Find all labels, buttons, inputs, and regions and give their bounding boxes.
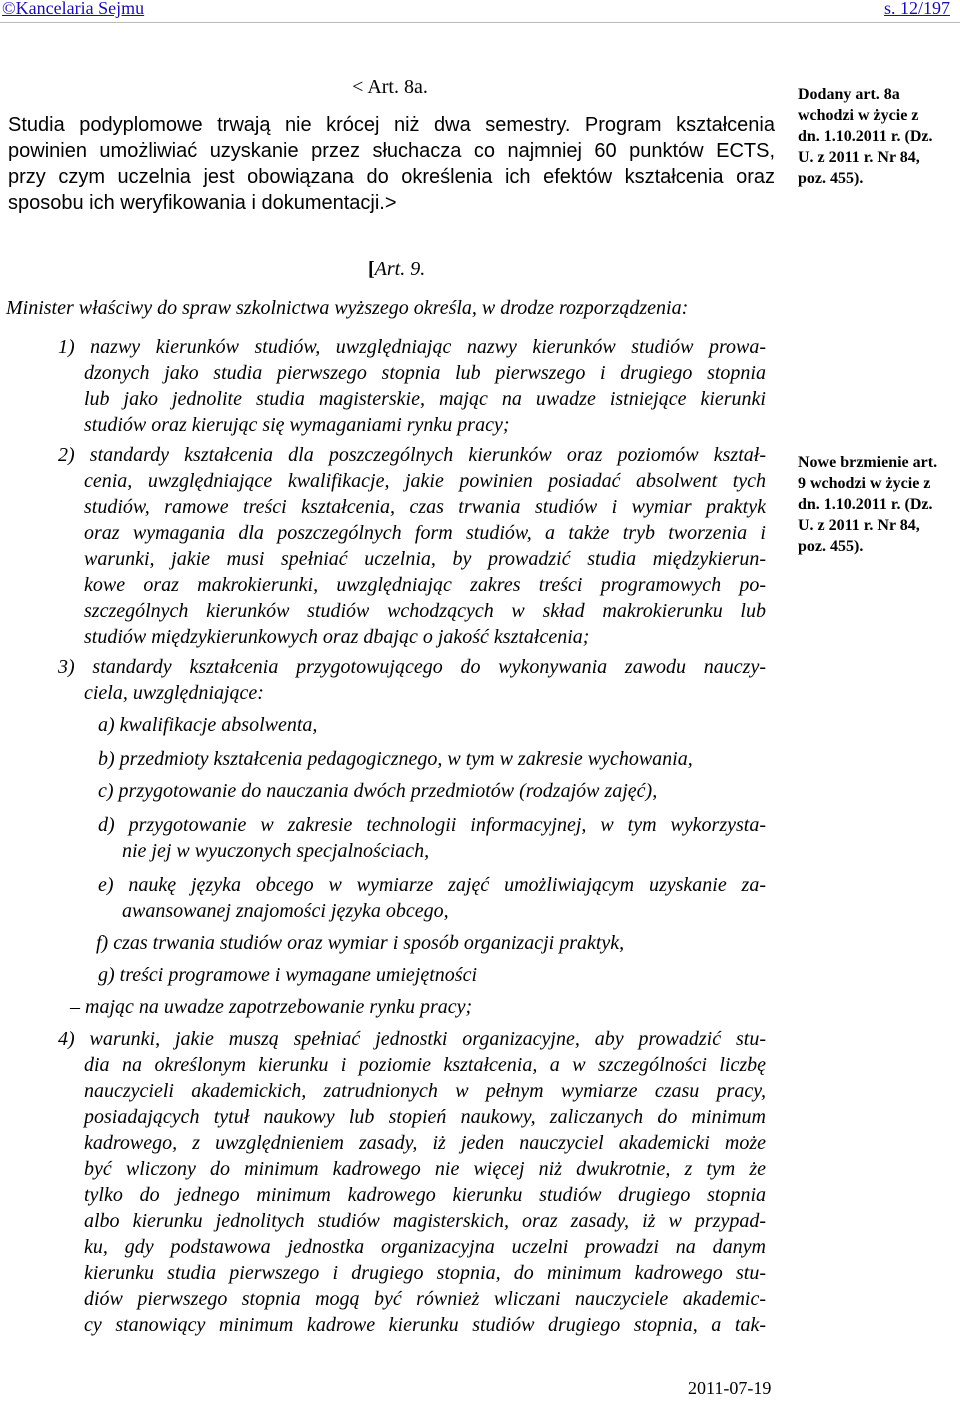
note-line: dn. 1.10.2011 r. (Dz. bbox=[798, 128, 933, 145]
item-line: 1) nazwy kierunków studiów, uwzględniając nazwy kierunków studiów prowa- bbox=[58, 336, 766, 358]
page-number-link[interactable]: s. 12/197 bbox=[883, 0, 950, 18]
note-line: U. z 2011 r. Nr 84, bbox=[798, 517, 920, 534]
art9-item-2 bbox=[58, 442, 766, 650]
item-line: szczególnych kierunków studiów wchodzących w skład makrokierunku lub bbox=[84, 600, 766, 622]
item-line: albo kierunku jednolitych studiów magisterskich, oraz zasady, iż w przypad- bbox=[84, 1210, 766, 1232]
header-divider bbox=[0, 22, 960, 23]
art8a-heading: < Art. 8a. bbox=[352, 76, 428, 98]
item3-sub-b bbox=[98, 746, 766, 772]
art8a-line: powinien umożliwiać uzyskanie przez słuchacza co najmniej 60 punktów ECTS, bbox=[8, 140, 775, 162]
art9-item-4 bbox=[58, 1026, 766, 1338]
item-line: 2) standardy kształcenia dla poszczególnych kierunków oraz poziomów kształ- bbox=[58, 444, 766, 466]
art8a-line: Studia podyplomowe trwają nie krócej niż dwa semestry. Program kształcenia bbox=[8, 114, 775, 136]
item-line: ciela, uwzględniające: bbox=[84, 682, 264, 704]
item3-sub-e bbox=[98, 872, 766, 924]
note-line: poz. 455). bbox=[798, 538, 864, 555]
item-line: być wliczony do minimum kadrowego nie więcej niż dwukrotnie, z tym że bbox=[84, 1158, 766, 1180]
item-line: tylko do jednego minimum kadrowego kierunku studiów drugiego stopnia bbox=[84, 1184, 766, 1206]
subitem-line: g) treści programowe i wymagane umiejętności bbox=[98, 964, 478, 986]
subitem-line: awansowanej znajomości języka obcego, bbox=[122, 900, 449, 922]
header-page-link[interactable] bbox=[884, 0, 950, 19]
art9-heading bbox=[368, 258, 425, 281]
item-line: cenia, uwzględniające kwalifikacje, jakie powinien posiadać absolwent tych bbox=[84, 470, 766, 492]
source-link[interactable]: ©Kancelaria Sejmu bbox=[2, 0, 145, 18]
note-line: Dodany art. 8a bbox=[798, 86, 900, 103]
item-line: 3) standardy kształcenia przygotowującego do wykonywania zawodu nauczy- bbox=[58, 656, 766, 678]
note-line: dn. 1.10.2011 r. (Dz. bbox=[798, 496, 933, 513]
note-line: poz. 455). bbox=[798, 170, 864, 187]
note-line: wchodzi w życie z bbox=[798, 107, 919, 124]
item-line: posiadających tytuł naukowy lub stopień naukowy, zaliczanych do minimum bbox=[84, 1106, 766, 1128]
margin-note-art8a bbox=[798, 84, 956, 189]
art9-bracket: [ bbox=[368, 258, 375, 280]
item-line: studiów, ramowe treści kształcenia, czas trwania studiów i wymiar praktyk bbox=[84, 496, 766, 518]
art8a-line: przy czym uczelnia jest obowiązana do określenia ich efektów kształcenia oraz bbox=[8, 166, 775, 188]
subitem-line: nie jej w wyuczonych specjalnościach, bbox=[122, 840, 430, 862]
item-line: oraz wymagania dla poszczególnych form studiów, a także tryb tworzenia i bbox=[84, 522, 766, 544]
item3-sub-f bbox=[96, 930, 764, 956]
item-line: dia na określonym kierunku i poziomie kształcenia, a w szczególności liczbę bbox=[84, 1054, 766, 1076]
subitem-line: a) kwalifikacje absolwenta, bbox=[98, 714, 318, 736]
subitem-line: e) naukę języka obcego w wymiarze zajęć umożliwiającym uzyskanie za- bbox=[98, 874, 766, 896]
item-line: nauczycieli akademickich, zatrudnionych w pełnym wymiarze czasu pracy, bbox=[84, 1080, 766, 1102]
art8a-line: sposobu ich weryfikowania i dokumentacji.> bbox=[8, 192, 397, 214]
subitem-line: c) przygotowanie do nauczania dwóch przedmiotów (rodzajów zajęć), bbox=[98, 780, 658, 802]
art8a-body bbox=[8, 112, 775, 216]
art9-title: Art. 9. bbox=[374, 258, 426, 280]
item3-closing bbox=[70, 994, 766, 1020]
subitem-line: d) przygotowanie w zakresie technologii informacyjnej, w tym wykorzysta- bbox=[98, 814, 766, 836]
item-line: studiów oraz kierując się wymaganiami rynku pracy; bbox=[84, 414, 510, 436]
item-line: kadrowego, z uwzględnieniem zasady, iż jeden nauczyciel akademicki może bbox=[84, 1132, 766, 1154]
item3-sub-c bbox=[98, 778, 766, 804]
item-line: kowe oraz makrokierunki, uwzględniając zakres treści programowych po- bbox=[84, 574, 766, 596]
item-line: lub jako jednolite studia magisterskie, mając na uwadze istniejące kierunki bbox=[84, 388, 766, 410]
item-line: diów pierwszego stopnia mogą być również wliczani nauczyciele akademic- bbox=[84, 1288, 766, 1310]
item-line: kierunku studia pierwszego i drugiego stopnia, do minimum kadrowego stu- bbox=[84, 1262, 766, 1284]
item3-sub-d bbox=[98, 812, 766, 864]
header-source-link[interactable] bbox=[2, 0, 144, 19]
art9-intro: Minister właściwy do spraw szkolnictwa wyższego określa, w drodze rozporządzenia: bbox=[6, 297, 689, 319]
item-line: warunki, jakie musi spełniać uczelnia, by prowadzić studia międzykierun- bbox=[84, 548, 766, 570]
item-line: dzonych jako studia pierwszego stopnia lub pierwszego i drugiego stopnia bbox=[84, 362, 766, 384]
closing-line: – mając na uwadze zapotrzebowanie rynku pracy; bbox=[70, 996, 473, 1018]
item-line: studiów międzykierunkowych oraz dbając o jakość kształcenia; bbox=[84, 626, 590, 648]
subitem-line: b) przedmioty kształcenia pedagogicznego, w tym w zakresie wychowania, bbox=[98, 748, 693, 770]
subitem-line: f) czas trwania studiów oraz wymiar i sposób organizacji praktyk, bbox=[96, 932, 625, 954]
item3-sub-g bbox=[98, 962, 766, 988]
item-line: cy stanowiący minimum kadrowe kierunku studiów drugiego stopnia, a tak- bbox=[84, 1314, 766, 1336]
item-line: 4) warunki, jakie muszą spełniać jednostki organizacyjne, aby prowadzić stu- bbox=[58, 1028, 766, 1050]
footer-date: 2011-07-19 bbox=[688, 1378, 772, 1398]
note-line: 9 wchodzi w życie z bbox=[798, 475, 931, 492]
item3-sub-a bbox=[98, 712, 766, 738]
item-line: ku, gdy podstawowa jednostka organizacyjna uczelni prowadzi na danym bbox=[84, 1236, 766, 1258]
art9-item-3 bbox=[58, 654, 766, 706]
margin-note-art9 bbox=[798, 452, 958, 557]
note-line: Nowe brzmienie art. bbox=[798, 454, 938, 471]
note-line: U. z 2011 r. Nr 84, bbox=[798, 149, 920, 166]
art9-item-1 bbox=[58, 334, 766, 438]
